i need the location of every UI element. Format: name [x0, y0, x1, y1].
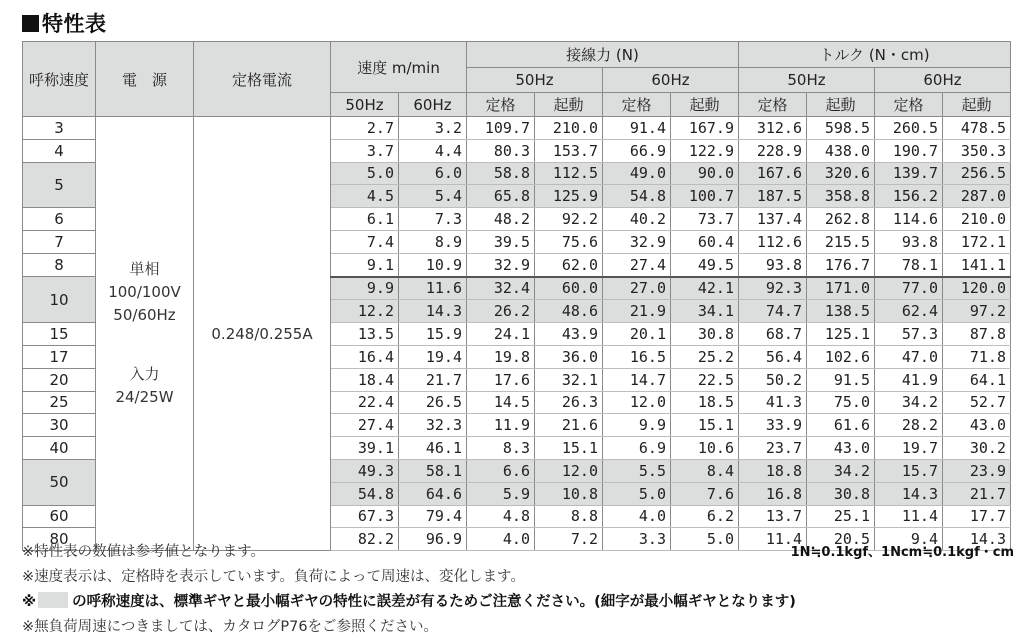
value-cell: 17.7 [943, 505, 1011, 528]
value-cell: 114.6 [875, 208, 943, 231]
value-cell: 19.7 [875, 437, 943, 460]
value-cell: 210.0 [943, 208, 1011, 231]
value-cell: 49.5 [671, 253, 739, 276]
value-cell: 171.0 [807, 277, 875, 300]
value-cell: 4.4 [399, 139, 467, 162]
value-cell: 12.0 [603, 391, 671, 414]
value-cell: 41.9 [875, 368, 943, 391]
value-cell: 21.7 [399, 368, 467, 391]
value-cell: 71.8 [943, 345, 1011, 368]
value-cell: 3.3 [603, 528, 671, 551]
value-cell: 312.6 [739, 117, 807, 140]
value-cell: 20.1 [603, 323, 671, 346]
value-cell: 18.5 [671, 391, 739, 414]
value-cell: 47.0 [875, 345, 943, 368]
note-4: ※無負荷周速につきましては、カタログP76をご参照ください。 [22, 619, 439, 635]
value-cell: 82.2 [331, 528, 399, 551]
value-cell: 18.8 [739, 459, 807, 482]
header-power: 電 源 [96, 42, 194, 117]
value-cell: 54.8 [603, 185, 671, 208]
value-cell: 48.2 [467, 208, 535, 231]
value-cell: 256.5 [943, 162, 1011, 185]
value-cell: 64.1 [943, 368, 1011, 391]
note-1: ※特性表の数値は参考値となります。 [22, 544, 265, 560]
shaded-swatch [38, 592, 68, 608]
nominal-speed-cell: 8 [23, 253, 96, 276]
value-cell: 12.2 [331, 300, 399, 323]
value-cell: 5.0 [603, 482, 671, 505]
value-cell: 7.4 [331, 230, 399, 253]
value-cell: 15.7 [875, 459, 943, 482]
value-cell: 7.3 [399, 208, 467, 231]
value-cell: 172.1 [943, 230, 1011, 253]
value-cell: 32.9 [467, 253, 535, 276]
value-cell: 92.3 [739, 277, 807, 300]
value-cell: 75.0 [807, 391, 875, 414]
header-torque: トルク (N・cm) [739, 42, 1011, 68]
value-cell: 30.8 [807, 482, 875, 505]
value-cell: 32.3 [399, 414, 467, 437]
value-cell: 97.2 [943, 300, 1011, 323]
value-cell: 39.1 [331, 437, 399, 460]
value-cell: 153.7 [535, 139, 603, 162]
value-cell: 21.9 [603, 300, 671, 323]
value-cell: 18.4 [331, 368, 399, 391]
nominal-speed-cell: 15 [23, 323, 96, 346]
nominal-speed-cell: 3 [23, 117, 96, 140]
nominal-speed-cell: 60 [23, 505, 96, 528]
value-cell: 478.5 [943, 117, 1011, 140]
value-cell: 187.5 [739, 185, 807, 208]
value-cell: 15.9 [399, 323, 467, 346]
value-cell: 92.2 [535, 208, 603, 231]
nominal-speed-cell: 7 [23, 230, 96, 253]
value-cell: 19.4 [399, 345, 467, 368]
value-cell: 42.1 [671, 277, 739, 300]
value-cell: 139.7 [875, 162, 943, 185]
value-cell: 54.8 [331, 482, 399, 505]
value-cell: 34.2 [807, 459, 875, 482]
header-rated: 定格 [603, 93, 671, 117]
value-cell: 11.4 [875, 505, 943, 528]
value-cell: 91.4 [603, 117, 671, 140]
value-cell: 23.9 [943, 459, 1011, 482]
header-torque-50hz: 50Hz [739, 68, 875, 93]
title-square-icon [22, 15, 39, 32]
value-cell: 14.3 [399, 300, 467, 323]
nominal-speed-cell: 40 [23, 437, 96, 460]
value-cell: 156.2 [875, 185, 943, 208]
header-velocity-50hz: 50Hz [331, 93, 399, 117]
value-cell: 11.4 [739, 528, 807, 551]
value-cell: 10.8 [535, 482, 603, 505]
value-cell: 215.5 [807, 230, 875, 253]
value-cell: 260.5 [875, 117, 943, 140]
note-3: ※ の呼称速度は、標準ギヤと最小幅ギヤの特性に誤差が有るためご注意ください。(細字が最小幅ギヤとなります) [22, 594, 796, 610]
value-cell: 75.6 [535, 230, 603, 253]
value-cell: 27.4 [331, 414, 399, 437]
value-cell: 112.6 [739, 230, 807, 253]
value-cell: 20.5 [807, 528, 875, 551]
value-cell: 30.2 [943, 437, 1011, 460]
value-cell: 10.9 [399, 253, 467, 276]
value-cell: 125.9 [535, 185, 603, 208]
table-row [23, 117, 1011, 140]
value-cell: 46.1 [399, 437, 467, 460]
value-cell: 438.0 [807, 139, 875, 162]
value-cell: 64.6 [399, 482, 467, 505]
value-cell: 65.8 [467, 185, 535, 208]
value-cell: 2.7 [331, 117, 399, 140]
value-cell: 167.9 [671, 117, 739, 140]
value-cell: 137.4 [739, 208, 807, 231]
value-cell: 25.1 [807, 505, 875, 528]
header-current: 定格電流 [194, 42, 331, 117]
nominal-speed-cell: 30 [23, 414, 96, 437]
value-cell: 4.5 [331, 185, 399, 208]
value-cell: 6.6 [467, 459, 535, 482]
power-phase: 単相 [129, 260, 160, 279]
value-cell: 26.3 [535, 391, 603, 414]
value-cell: 41.3 [739, 391, 807, 414]
value-cell: 57.3 [875, 323, 943, 346]
table-body [23, 117, 1011, 551]
value-cell: 9.9 [603, 414, 671, 437]
value-cell: 40.2 [603, 208, 671, 231]
nominal-speed-cell: 6 [23, 208, 96, 231]
value-cell: 22.5 [671, 368, 739, 391]
value-cell: 287.0 [943, 185, 1011, 208]
value-cell: 210.0 [535, 117, 603, 140]
header-rated: 定格 [875, 93, 943, 117]
value-cell: 30.8 [671, 323, 739, 346]
value-cell: 167.6 [739, 162, 807, 185]
value-cell: 80.3 [467, 139, 535, 162]
value-cell: 66.9 [603, 139, 671, 162]
value-cell: 5.0 [671, 528, 739, 551]
value-cell: 74.7 [739, 300, 807, 323]
value-cell: 28.2 [875, 414, 943, 437]
value-cell: 16.4 [331, 345, 399, 368]
value-cell: 78.1 [875, 253, 943, 276]
value-cell: 176.7 [807, 253, 875, 276]
value-cell: 23.7 [739, 437, 807, 460]
value-cell: 6.1 [331, 208, 399, 231]
value-cell: 96.9 [399, 528, 467, 551]
value-cell: 320.6 [807, 162, 875, 185]
value-cell: 49.0 [603, 162, 671, 185]
value-cell: 15.1 [535, 437, 603, 460]
value-cell: 24.1 [467, 323, 535, 346]
value-cell: 27.4 [603, 253, 671, 276]
value-cell: 5.4 [399, 185, 467, 208]
value-cell: 262.8 [807, 208, 875, 231]
value-cell: 14.7 [603, 368, 671, 391]
header-start: 起動 [671, 93, 739, 117]
header-force-60hz: 60Hz [603, 68, 739, 93]
nominal-speed-cell: 17 [23, 345, 96, 368]
nominal-speed-cell: 5 [23, 162, 96, 208]
value-cell: 350.3 [943, 139, 1011, 162]
value-cell: 7.6 [671, 482, 739, 505]
value-cell: 6.9 [603, 437, 671, 460]
value-cell: 141.1 [943, 253, 1011, 276]
header-force: 接線力 (N) [467, 42, 739, 68]
value-cell: 67.3 [331, 505, 399, 528]
value-cell: 93.8 [875, 230, 943, 253]
header-start: 起動 [943, 93, 1011, 117]
value-cell: 7.2 [535, 528, 603, 551]
value-cell: 48.6 [535, 300, 603, 323]
value-cell: 8.4 [671, 459, 739, 482]
value-cell: 14.3 [943, 528, 1011, 551]
value-cell: 93.8 [739, 253, 807, 276]
value-cell: 13.5 [331, 323, 399, 346]
value-cell: 16.8 [739, 482, 807, 505]
value-cell: 32.4 [467, 277, 535, 300]
value-cell: 9.9 [331, 277, 399, 300]
value-cell: 26.2 [467, 300, 535, 323]
value-cell: 62.0 [535, 253, 603, 276]
nominal-speed-cell: 10 [23, 277, 96, 323]
value-cell: 5.9 [467, 482, 535, 505]
value-cell: 190.7 [875, 139, 943, 162]
value-cell: 60.4 [671, 230, 739, 253]
value-cell: 56.4 [739, 345, 807, 368]
value-cell: 5.0 [331, 162, 399, 185]
value-cell: 14.5 [467, 391, 535, 414]
value-cell: 43.0 [943, 414, 1011, 437]
value-cell: 8.3 [467, 437, 535, 460]
value-cell: 91.5 [807, 368, 875, 391]
value-cell: 17.6 [467, 368, 535, 391]
value-cell: 4.0 [467, 528, 535, 551]
footnotes [22, 540, 796, 640]
value-cell: 9.1 [331, 253, 399, 276]
value-cell: 109.7 [467, 117, 535, 140]
power-input-value: 24/25W [115, 388, 174, 407]
value-cell: 16.5 [603, 345, 671, 368]
note-2: ※速度表示は、定格時を表示しています。負荷によって周速は、変化します。 [22, 569, 525, 585]
value-cell: 4.0 [603, 505, 671, 528]
value-cell: 100.7 [671, 185, 739, 208]
value-cell: 6.2 [671, 505, 739, 528]
rated-current-cell: 0.248/0.255A [194, 117, 331, 551]
value-cell: 87.8 [943, 323, 1011, 346]
value-cell: 15.1 [671, 414, 739, 437]
value-cell: 43.0 [807, 437, 875, 460]
header-rated: 定格 [739, 93, 807, 117]
value-cell: 39.5 [467, 230, 535, 253]
power-input-label: 入力 [129, 365, 160, 384]
value-cell: 14.3 [875, 482, 943, 505]
value-cell: 49.3 [331, 459, 399, 482]
value-cell: 68.7 [739, 323, 807, 346]
value-cell: 22.4 [331, 391, 399, 414]
value-cell: 5.5 [603, 459, 671, 482]
value-cell: 4.8 [467, 505, 535, 528]
value-cell: 120.0 [943, 277, 1011, 300]
value-cell: 43.9 [535, 323, 603, 346]
value-cell: 9.4 [875, 528, 943, 551]
header-start: 起動 [535, 93, 603, 117]
value-cell: 32.9 [603, 230, 671, 253]
value-cell: 62.4 [875, 300, 943, 323]
header-torque-60hz: 60Hz [875, 68, 1011, 93]
nominal-speed-cell: 20 [23, 368, 96, 391]
value-cell: 19.8 [467, 345, 535, 368]
value-cell: 34.2 [875, 391, 943, 414]
value-cell: 32.1 [535, 368, 603, 391]
value-cell: 73.7 [671, 208, 739, 231]
value-cell: 102.6 [807, 345, 875, 368]
value-cell: 50.2 [739, 368, 807, 391]
header-start: 起動 [807, 93, 875, 117]
value-cell: 61.6 [807, 414, 875, 437]
value-cell: 3.7 [331, 139, 399, 162]
power-frequency: 50/60Hz [113, 306, 176, 325]
header-velocity-60hz: 60Hz [399, 93, 467, 117]
value-cell: 27.0 [603, 277, 671, 300]
value-cell: 77.0 [875, 277, 943, 300]
value-cell: 8.9 [399, 230, 467, 253]
value-cell: 6.0 [399, 162, 467, 185]
value-cell: 58.1 [399, 459, 467, 482]
value-cell: 79.4 [399, 505, 467, 528]
page-title: 特性表 [22, 8, 107, 38]
unit-conversion-note: 1N≒0.1kgf、1Ncm≒0.1kgf・cm [790, 545, 1014, 560]
value-cell: 11.6 [399, 277, 467, 300]
header-speed: 呼称速度 [23, 42, 96, 117]
value-cell: 58.8 [467, 162, 535, 185]
value-cell: 10.6 [671, 437, 739, 460]
value-cell: 598.5 [807, 117, 875, 140]
value-cell: 122.9 [671, 139, 739, 162]
value-cell: 52.7 [943, 391, 1011, 414]
value-cell: 25.2 [671, 345, 739, 368]
value-cell: 34.1 [671, 300, 739, 323]
header-force-50hz: 50Hz [467, 68, 603, 93]
value-cell: 11.9 [467, 414, 535, 437]
value-cell: 60.0 [535, 277, 603, 300]
nominal-speed-cell: 4 [23, 139, 96, 162]
value-cell: 3.2 [399, 117, 467, 140]
value-cell: 125.1 [807, 323, 875, 346]
power-voltage: 100/100V [108, 283, 181, 302]
nominal-speed-cell: 25 [23, 391, 96, 414]
value-cell: 26.5 [399, 391, 467, 414]
value-cell: 13.7 [739, 505, 807, 528]
value-cell: 138.5 [807, 300, 875, 323]
header-velocity: 速度 m/min [331, 42, 467, 93]
value-cell: 90.0 [671, 162, 739, 185]
value-cell: 36.0 [535, 345, 603, 368]
nominal-speed-cell: 80 [23, 528, 96, 551]
value-cell: 21.6 [535, 414, 603, 437]
header-rated: 定格 [467, 93, 535, 117]
value-cell: 12.0 [535, 459, 603, 482]
value-cell: 112.5 [535, 162, 603, 185]
value-cell: 8.8 [535, 505, 603, 528]
power-source-cell [96, 117, 194, 551]
value-cell: 21.7 [943, 482, 1011, 505]
value-cell: 358.8 [807, 185, 875, 208]
nominal-speed-cell: 50 [23, 459, 96, 505]
value-cell: 228.9 [739, 139, 807, 162]
characteristics-table [22, 41, 1011, 551]
value-cell: 33.9 [739, 414, 807, 437]
